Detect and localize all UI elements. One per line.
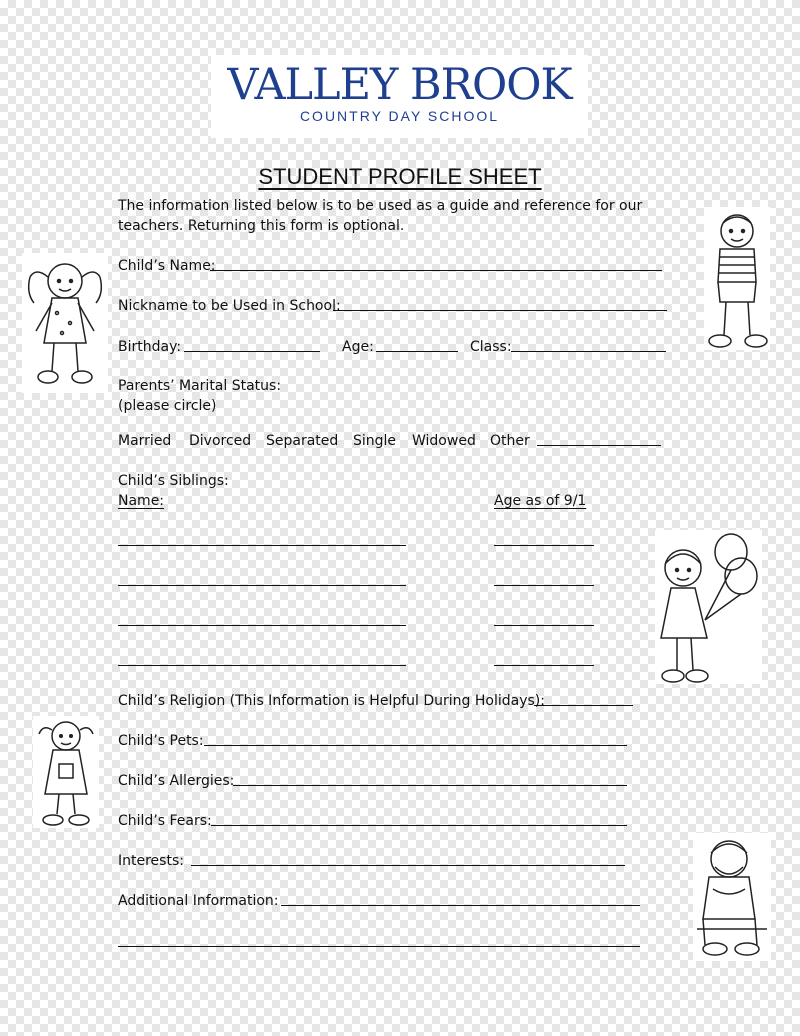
allergies-field[interactable] xyxy=(233,785,627,786)
intro-text-1: The information listed below is to be used as a guide and reference for our xyxy=(118,198,643,214)
sibling-name-field-4[interactable] xyxy=(118,665,406,666)
fears-label: Child’s Fears: xyxy=(118,813,212,829)
childs-name-label: Child’s Name: xyxy=(118,258,216,274)
small-girl-icon xyxy=(33,716,99,828)
option-divorced[interactable]: Divorced xyxy=(189,433,252,449)
option-separated[interactable]: Separated xyxy=(266,433,339,449)
school-logo xyxy=(211,55,588,138)
siblings-age-header: Age as of 9/1 xyxy=(494,493,587,509)
option-single[interactable]: Single xyxy=(353,433,397,449)
intro-text-2: teachers. Returning this form is optional. xyxy=(118,218,405,234)
marital-status-label: Parents’ Marital Status: xyxy=(118,378,282,394)
class-label: Class: xyxy=(470,339,512,355)
childs-name-field[interactable] xyxy=(210,270,662,271)
additional-info-label: Additional Information: xyxy=(118,893,279,909)
religion-label: Child’s Religion (This Information is Helpful During Holidays): xyxy=(118,693,545,709)
sibling-age-field-2[interactable] xyxy=(494,585,594,586)
allergies-label: Child’s Allergies: xyxy=(118,773,235,789)
please-circle-note: (please circle) xyxy=(118,398,217,414)
age-field[interactable] xyxy=(376,351,458,352)
girl-with-pigtails-icon xyxy=(22,253,108,393)
interests-field[interactable] xyxy=(191,865,625,866)
additional-info-field-1[interactable] xyxy=(281,905,640,906)
girl-with-balloons-icon xyxy=(655,530,762,684)
sibling-age-field-4[interactable] xyxy=(494,665,594,666)
sibling-name-field-2[interactable] xyxy=(118,585,406,586)
boy-striped-shirt-icon xyxy=(704,207,770,350)
other-field[interactable] xyxy=(537,445,661,446)
sibling-age-field-1[interactable] xyxy=(494,545,594,546)
nickname-label: Nickname to be Used in School: xyxy=(118,298,341,314)
boy-sitting-icon xyxy=(693,833,771,961)
birthday-label: Birthday: xyxy=(118,339,182,355)
religion-field[interactable] xyxy=(534,705,633,706)
option-widowed[interactable]: Widowed xyxy=(412,433,476,449)
pets-label: Child’s Pets: xyxy=(118,733,204,749)
form-title: STUDENT PROFILE SHEET xyxy=(258,164,542,189)
option-married[interactable]: Married xyxy=(118,433,172,449)
fears-field[interactable] xyxy=(211,825,627,826)
pets-field[interactable] xyxy=(204,745,627,746)
sibling-name-field-3[interactable] xyxy=(118,625,406,626)
logo-subtitle: COUNTRY DAY SCHOOL xyxy=(299,108,500,124)
option-other[interactable]: Other xyxy=(490,433,530,449)
class-field[interactable] xyxy=(511,351,666,352)
birthday-field[interactable] xyxy=(184,351,320,352)
logo-title: VALLEY BROOK xyxy=(227,60,572,110)
interests-label: Interests: xyxy=(118,853,184,869)
sibling-age-field-3[interactable] xyxy=(494,625,594,626)
siblings-label: Child’s Siblings: xyxy=(118,473,229,489)
siblings-name-header: Name: xyxy=(118,493,165,509)
sibling-name-field-1[interactable] xyxy=(118,545,406,546)
nickname-field[interactable] xyxy=(333,310,667,311)
additional-info-field-2[interactable] xyxy=(118,946,640,947)
age-label: Age: xyxy=(342,339,374,355)
